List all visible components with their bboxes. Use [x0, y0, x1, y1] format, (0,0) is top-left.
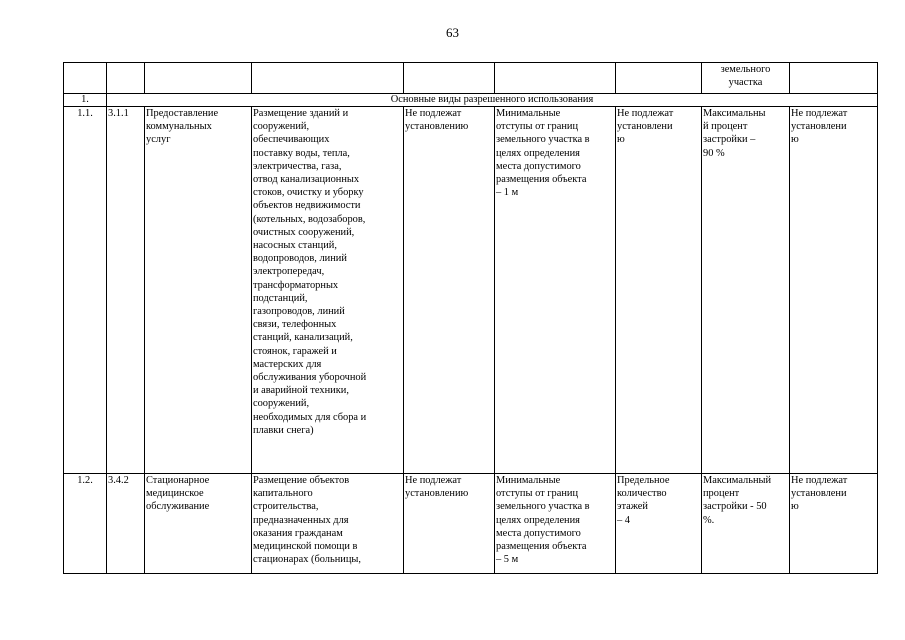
use-description: Размещение зданий и сооружений, обеспечивающих поставку воды, тепла, электричества, газа, отвод канализационных стоков, очистку и уборку объектов недвижимости (котельных, водозаборов, очистных сооружений, насосных станций, водопроводов, линий электропередач, трансформаторных подстанций, газопроводов, линий связи, телефонных станций, канализаций, стоянок, гаражей и мастерских для обслуживания уборочной и аварийной техники, сооружений, необходимых для сбора и плавки снега)	[252, 107, 404, 474]
plot-size-cell: Не подлежат установлению	[404, 107, 495, 474]
use-name: Предоставление коммунальных услуг	[145, 107, 252, 474]
regulations-table	[63, 62, 878, 574]
use-name: Стационарное медицинское обслуживание	[145, 474, 252, 574]
row-number: 1.2.	[64, 474, 107, 574]
section-title: Основные виды разрешенного использования	[107, 94, 878, 107]
header-cell	[145, 63, 252, 94]
page-number: 63	[446, 25, 459, 40]
header-cell	[790, 63, 878, 94]
use-code: 3.1.1	[107, 107, 145, 474]
plot-size-cell: Не подлежат установлению	[404, 474, 495, 574]
other-cell: Не подлежат установлени ю	[790, 107, 878, 474]
coverage-cell: Максимальный процент застройки - 50 %.	[702, 474, 790, 574]
section-row	[64, 94, 878, 107]
use-description: Размещение объектов капитального строительства, предназначенных для оказания гражданам медицинской помощи в стационарах (больницы,	[252, 474, 404, 574]
section-number: 1.	[64, 94, 107, 107]
table-row	[64, 107, 878, 474]
floors-cell: Предельное количество этажей – 4	[616, 474, 702, 574]
floors-cell: Не подлежат установлени ю	[616, 107, 702, 474]
header-cell	[107, 63, 145, 94]
table-header-row	[64, 63, 878, 94]
use-code: 3.4.2	[107, 474, 145, 574]
header-cell	[404, 63, 495, 94]
other-cell: Не подлежат установлени ю	[790, 474, 878, 574]
header-cell	[495, 63, 616, 94]
header-cell	[616, 63, 702, 94]
setback-cell: Минимальные отступы от границ земельного участка в целях определения места допустимого размещения объекта – 1 м	[495, 107, 616, 474]
setback-cell: Минимальные отступы от границ земельного участка в целях определения места допустимого размещения объекта – 5 м	[495, 474, 616, 574]
header-cell	[64, 63, 107, 94]
table-row	[64, 474, 878, 574]
header-cell	[252, 63, 404, 94]
header-cell-land-plot: земельного участка	[702, 63, 790, 94]
row-number: 1.1.	[64, 107, 107, 474]
coverage-cell: Максимальны й процент застройки – 90 %	[702, 107, 790, 474]
